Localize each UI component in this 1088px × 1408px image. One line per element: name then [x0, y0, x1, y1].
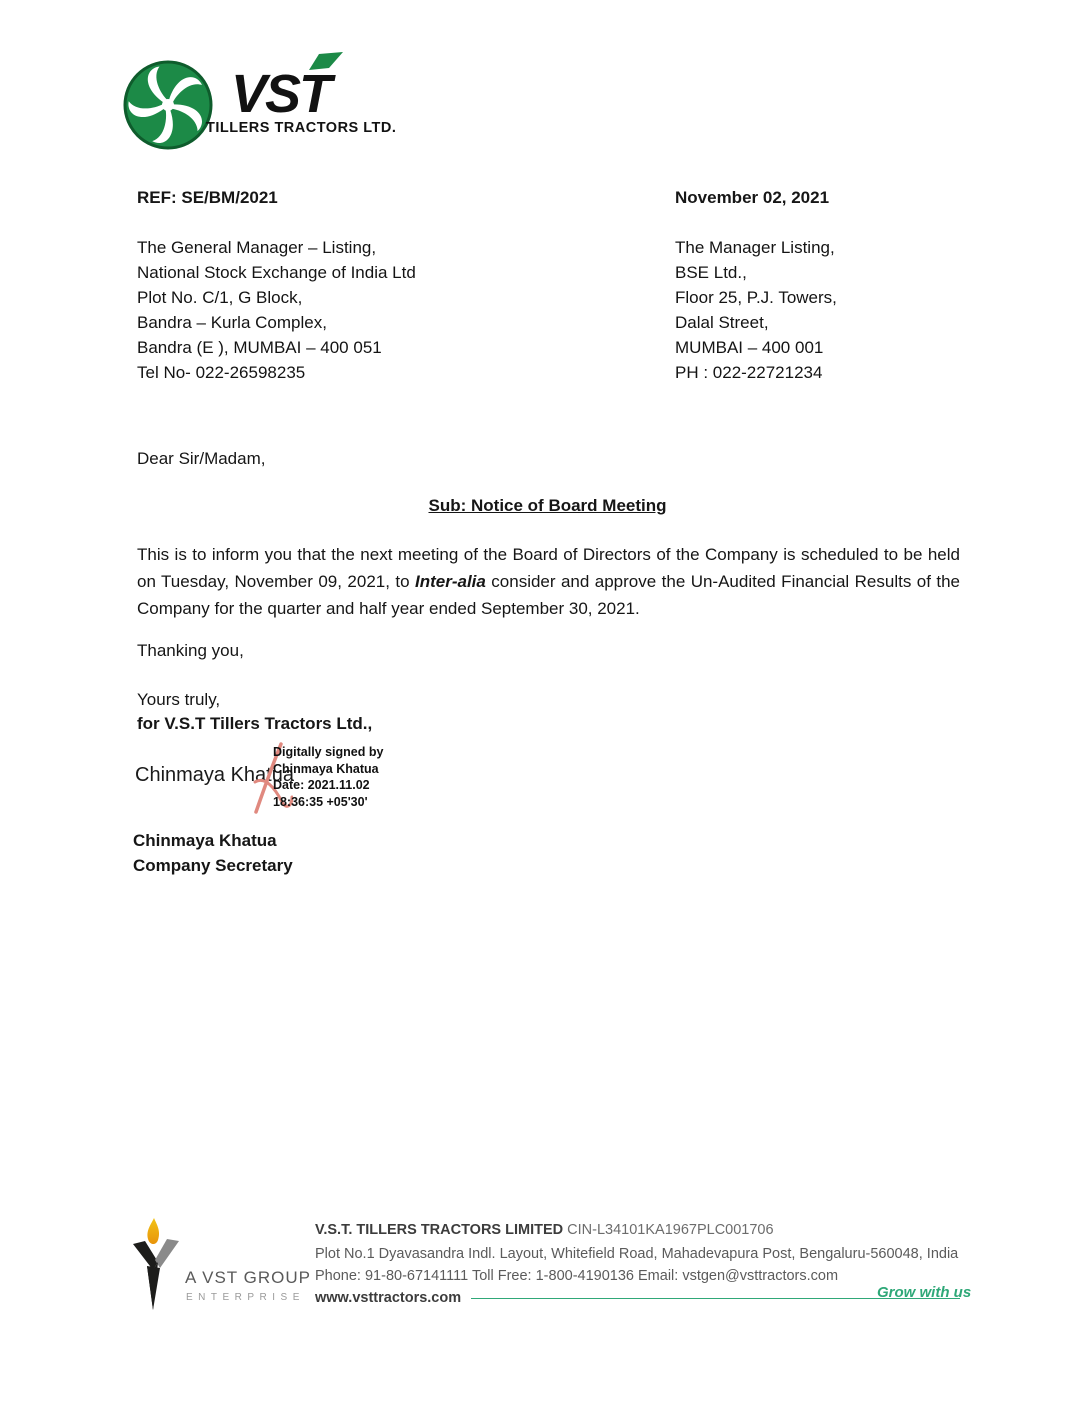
address-line: Bandra – Kurla Complex, — [137, 313, 327, 332]
digital-signature-line: Digitally signed by — [273, 745, 384, 759]
vst-rotor-icon — [123, 60, 213, 150]
vst-wordmark — [227, 52, 387, 124]
footer-company-name: V.S.T. TILLERS TRACTORS LIMITED — [315, 1222, 564, 1238]
footer-website-row — [315, 1290, 960, 1306]
address-line: National Stock Exchange of India Ltd — [137, 263, 416, 282]
address-line: Floor 25, P.J. Towers, — [675, 288, 837, 307]
address-line: PH : 022-22721234 — [675, 363, 823, 382]
address-line: MUMBAI – 400 001 — [675, 338, 824, 357]
footer-address: Plot No.1 Dyavasandra Indl. Layout, Whitefield Road, Mahadevapura Post, Bengaluru-560048, India — [315, 1246, 959, 1262]
footer-company-line — [315, 1222, 774, 1238]
body-text-part1: This is to inform you that the next meeting of the Board of Directors of the Company is scheduled to be held on Tuesday, November 09, 2021, to — [137, 545, 960, 591]
footer-slogan: Grow with us — [877, 1284, 972, 1301]
for-company-line: for V.S.T Tillers Tractors Ltd., — [137, 714, 373, 733]
brand-tagline: TILLERS TRACTORS LTD. — [206, 120, 397, 136]
closing-line: Yours truly, — [137, 690, 221, 709]
address-line: Tel No- 022-26598235 — [137, 363, 306, 382]
footer-contact: Phone: 91-80-67141111 Toll Free: 1-800-4190136 Email: vstgen@vsttractors.com — [315, 1268, 839, 1284]
body-text-part2: consider and approve the Un-Audited Financial Results of the Company for the quarter and half year ended September 30, 2021. — [137, 572, 960, 618]
address-line: Plot No. C/1, G Block, — [137, 288, 303, 307]
vst-group-label: A VST GROUP — [185, 1268, 311, 1287]
address-line: The Manager Listing, — [675, 238, 835, 257]
digital-signature-line: 18:36:35 +05'30' — [273, 794, 368, 809]
footer — [0, 1212, 1088, 1332]
body-text-emphasis: Inter-alia — [415, 572, 486, 591]
signature-display-name: Chinmaya Khatua — [135, 764, 294, 786]
recipient-address-bse — [675, 235, 975, 385]
footer-website: www.vsttractors.com — [315, 1290, 462, 1306]
address-line: Bandra (E ), MUMBAI – 400 051 — [137, 338, 382, 357]
vst-wordmark-text: VST — [231, 64, 331, 124]
address-line: Dalal Street, — [675, 313, 769, 332]
letter-date: November 02, 2021 — [675, 188, 830, 207]
reference-number: REF: SE/BM/2021 — [137, 188, 278, 207]
address-line: The General Manager – Listing, — [137, 238, 377, 257]
thanking-line: Thanking you, — [137, 641, 244, 660]
signatory-title: Company Secretary — [133, 856, 293, 875]
recipient-address-nse — [137, 235, 537, 385]
body-paragraph — [137, 541, 960, 622]
vst-group-torch-icon — [133, 1218, 179, 1310]
vst-group-enterprise-label: ENTERPRISE — [186, 1292, 305, 1303]
footer-cin: CIN-L34101KA1967PLC001706 — [563, 1222, 774, 1238]
signatory-name: Chinmaya Khatua — [133, 831, 277, 850]
subject-line: Sub: Notice of Board Meeting — [428, 496, 667, 515]
digital-signature-block — [133, 738, 433, 820]
digital-signature-line: Date: 2021.11.02 — [273, 778, 370, 792]
digital-signature-line: Chinmaya Khatua — [273, 761, 379, 776]
digital-signature-details — [273, 744, 383, 810]
salutation: Dear Sir/Madam, — [137, 449, 266, 468]
address-line: BSE Ltd., — [675, 263, 747, 282]
company-logo — [123, 58, 397, 150]
